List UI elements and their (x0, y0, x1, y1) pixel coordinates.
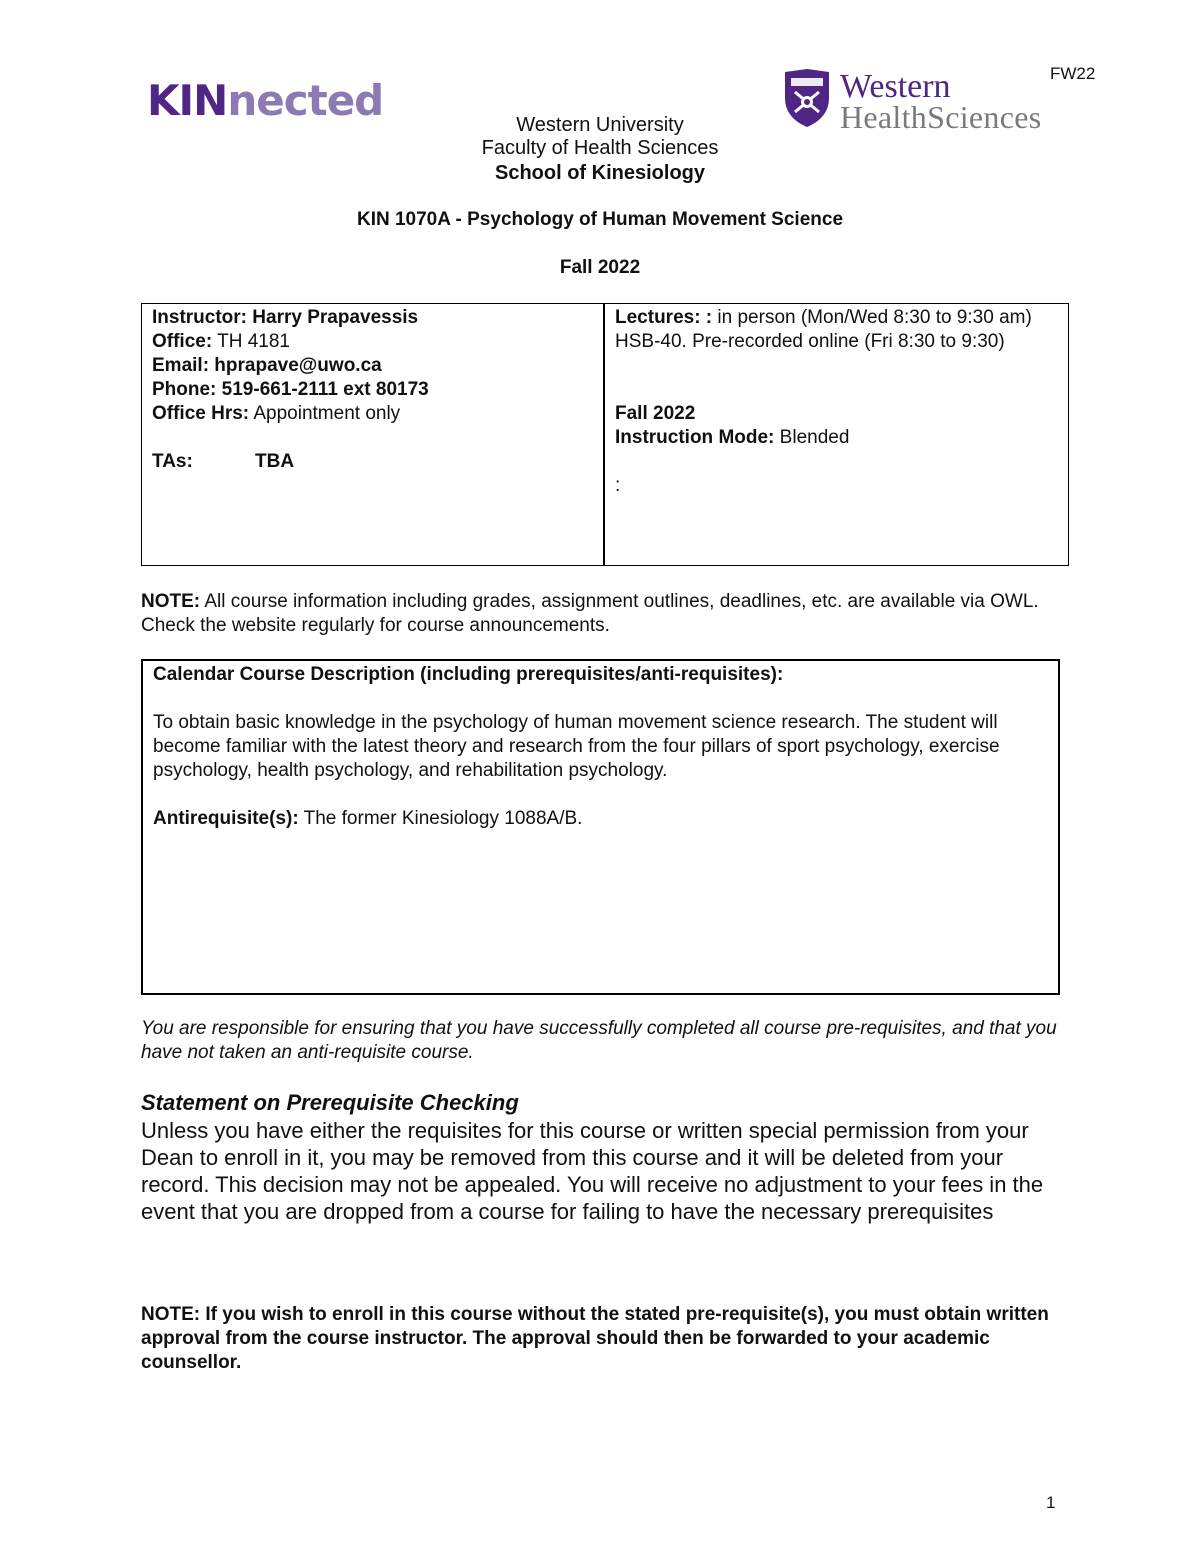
office-value: TH 4181 (212, 331, 290, 352)
statement-heading: Statement on Prerequisite Checking (141, 1090, 519, 1115)
office-hours-label: Office Hrs: (152, 403, 250, 424)
antirequisite-line (153, 807, 1048, 831)
lectures-line (615, 306, 1058, 354)
course-description-box (141, 659, 1060, 995)
university-name: Western University (516, 114, 684, 136)
statement-body: Unless you have either the requisites for this course or written special permission from your Dean to enroll in it, you may be removed from this course and it will be deleted from your record. This decision may not be appealed. You will receive no adjustment to your fees in the event that you are dropped from a course for failing to have the necessary prerequisites (141, 1118, 1044, 1224)
instruction-mode-line (615, 426, 1058, 450)
kinnected-logo-part1: KIN (147, 76, 228, 125)
approval-note: NOTE: If you wish to enroll in this course without the stated pre-requisite(s), you must obtain written approval from the course instructor. The approval should then be forwarded to your academic counsellor. (141, 1304, 1049, 1373)
instruction-mode-label: Instruction Mode: (615, 427, 775, 448)
instructor-line: Instructor: Harry Prapavessis (152, 307, 419, 328)
instruction-mode-value: Blended (774, 427, 850, 448)
kinnected-logo-part2: nected (227, 76, 384, 125)
phone-line: Phone: 519-661-2111 ext 80173 (152, 379, 429, 400)
tas-line (152, 450, 593, 474)
lectures-label: Lectures: : (615, 307, 713, 328)
instructor-info-cell (142, 304, 605, 565)
tas-value: TBA (255, 451, 295, 472)
page-number: 1 (1046, 1493, 1056, 1512)
lecture-info-cell (605, 304, 1068, 565)
course-title: KIN 1070A - Psychology of Human Movement Science (356, 209, 844, 230)
email-line: Email: hprapave@uwo.ca (152, 355, 382, 376)
lectures-value: in person (Mon/Wed 8:30 to 9:30 am) HSB-40. Pre-recorded online (Fri 8:30 to 9:30) (615, 307, 1032, 352)
office-hours-line (152, 402, 593, 426)
western-logo-line2: HealthSciences (840, 99, 1042, 135)
tas-label: TAs: (152, 451, 193, 472)
owl-note (141, 590, 1061, 638)
school-name: School of Kinesiology (494, 162, 705, 184)
office-line (152, 330, 593, 354)
term-line: Fall 2022 (615, 403, 696, 424)
description-body: To obtain basic knowledge in the psychology of human movement science research. The student will become familiar with the latest theory and research from the four pillars of sport psychology, exercise psychology, health psychology, and rehabilitation psychology. (153, 712, 1000, 781)
stray-colon: : (615, 475, 621, 496)
faculty-name: Faculty of Health Sciences (481, 137, 719, 159)
owl-note-label: NOTE: (141, 591, 201, 612)
office-hours-value: Appointment only (249, 403, 401, 424)
antirequisite-label: Antirequisite(s): (153, 808, 299, 829)
course-term: Fall 2022 (559, 257, 641, 278)
prerequisite-responsibility: You are responsible for ensuring that you have successfully completed all course pre-requisites, and that you have not taken an anti-requisite course. (141, 1018, 1057, 1063)
antirequisite-value: The former Kinesiology 1088A/B. (298, 808, 583, 829)
office-label: Office: (152, 331, 213, 352)
course-info-table (141, 303, 1069, 566)
document-code: FW22 (1050, 64, 1096, 83)
western-logo-line1: Western (840, 68, 951, 105)
owl-note-text: All course information including grades, assignment outlines, deadlines, etc. are available via OWL. Check the website regularly for course announcements. (141, 591, 1039, 636)
description-heading: Calendar Course Description (including prerequisites/anti-requisites): (153, 664, 784, 685)
